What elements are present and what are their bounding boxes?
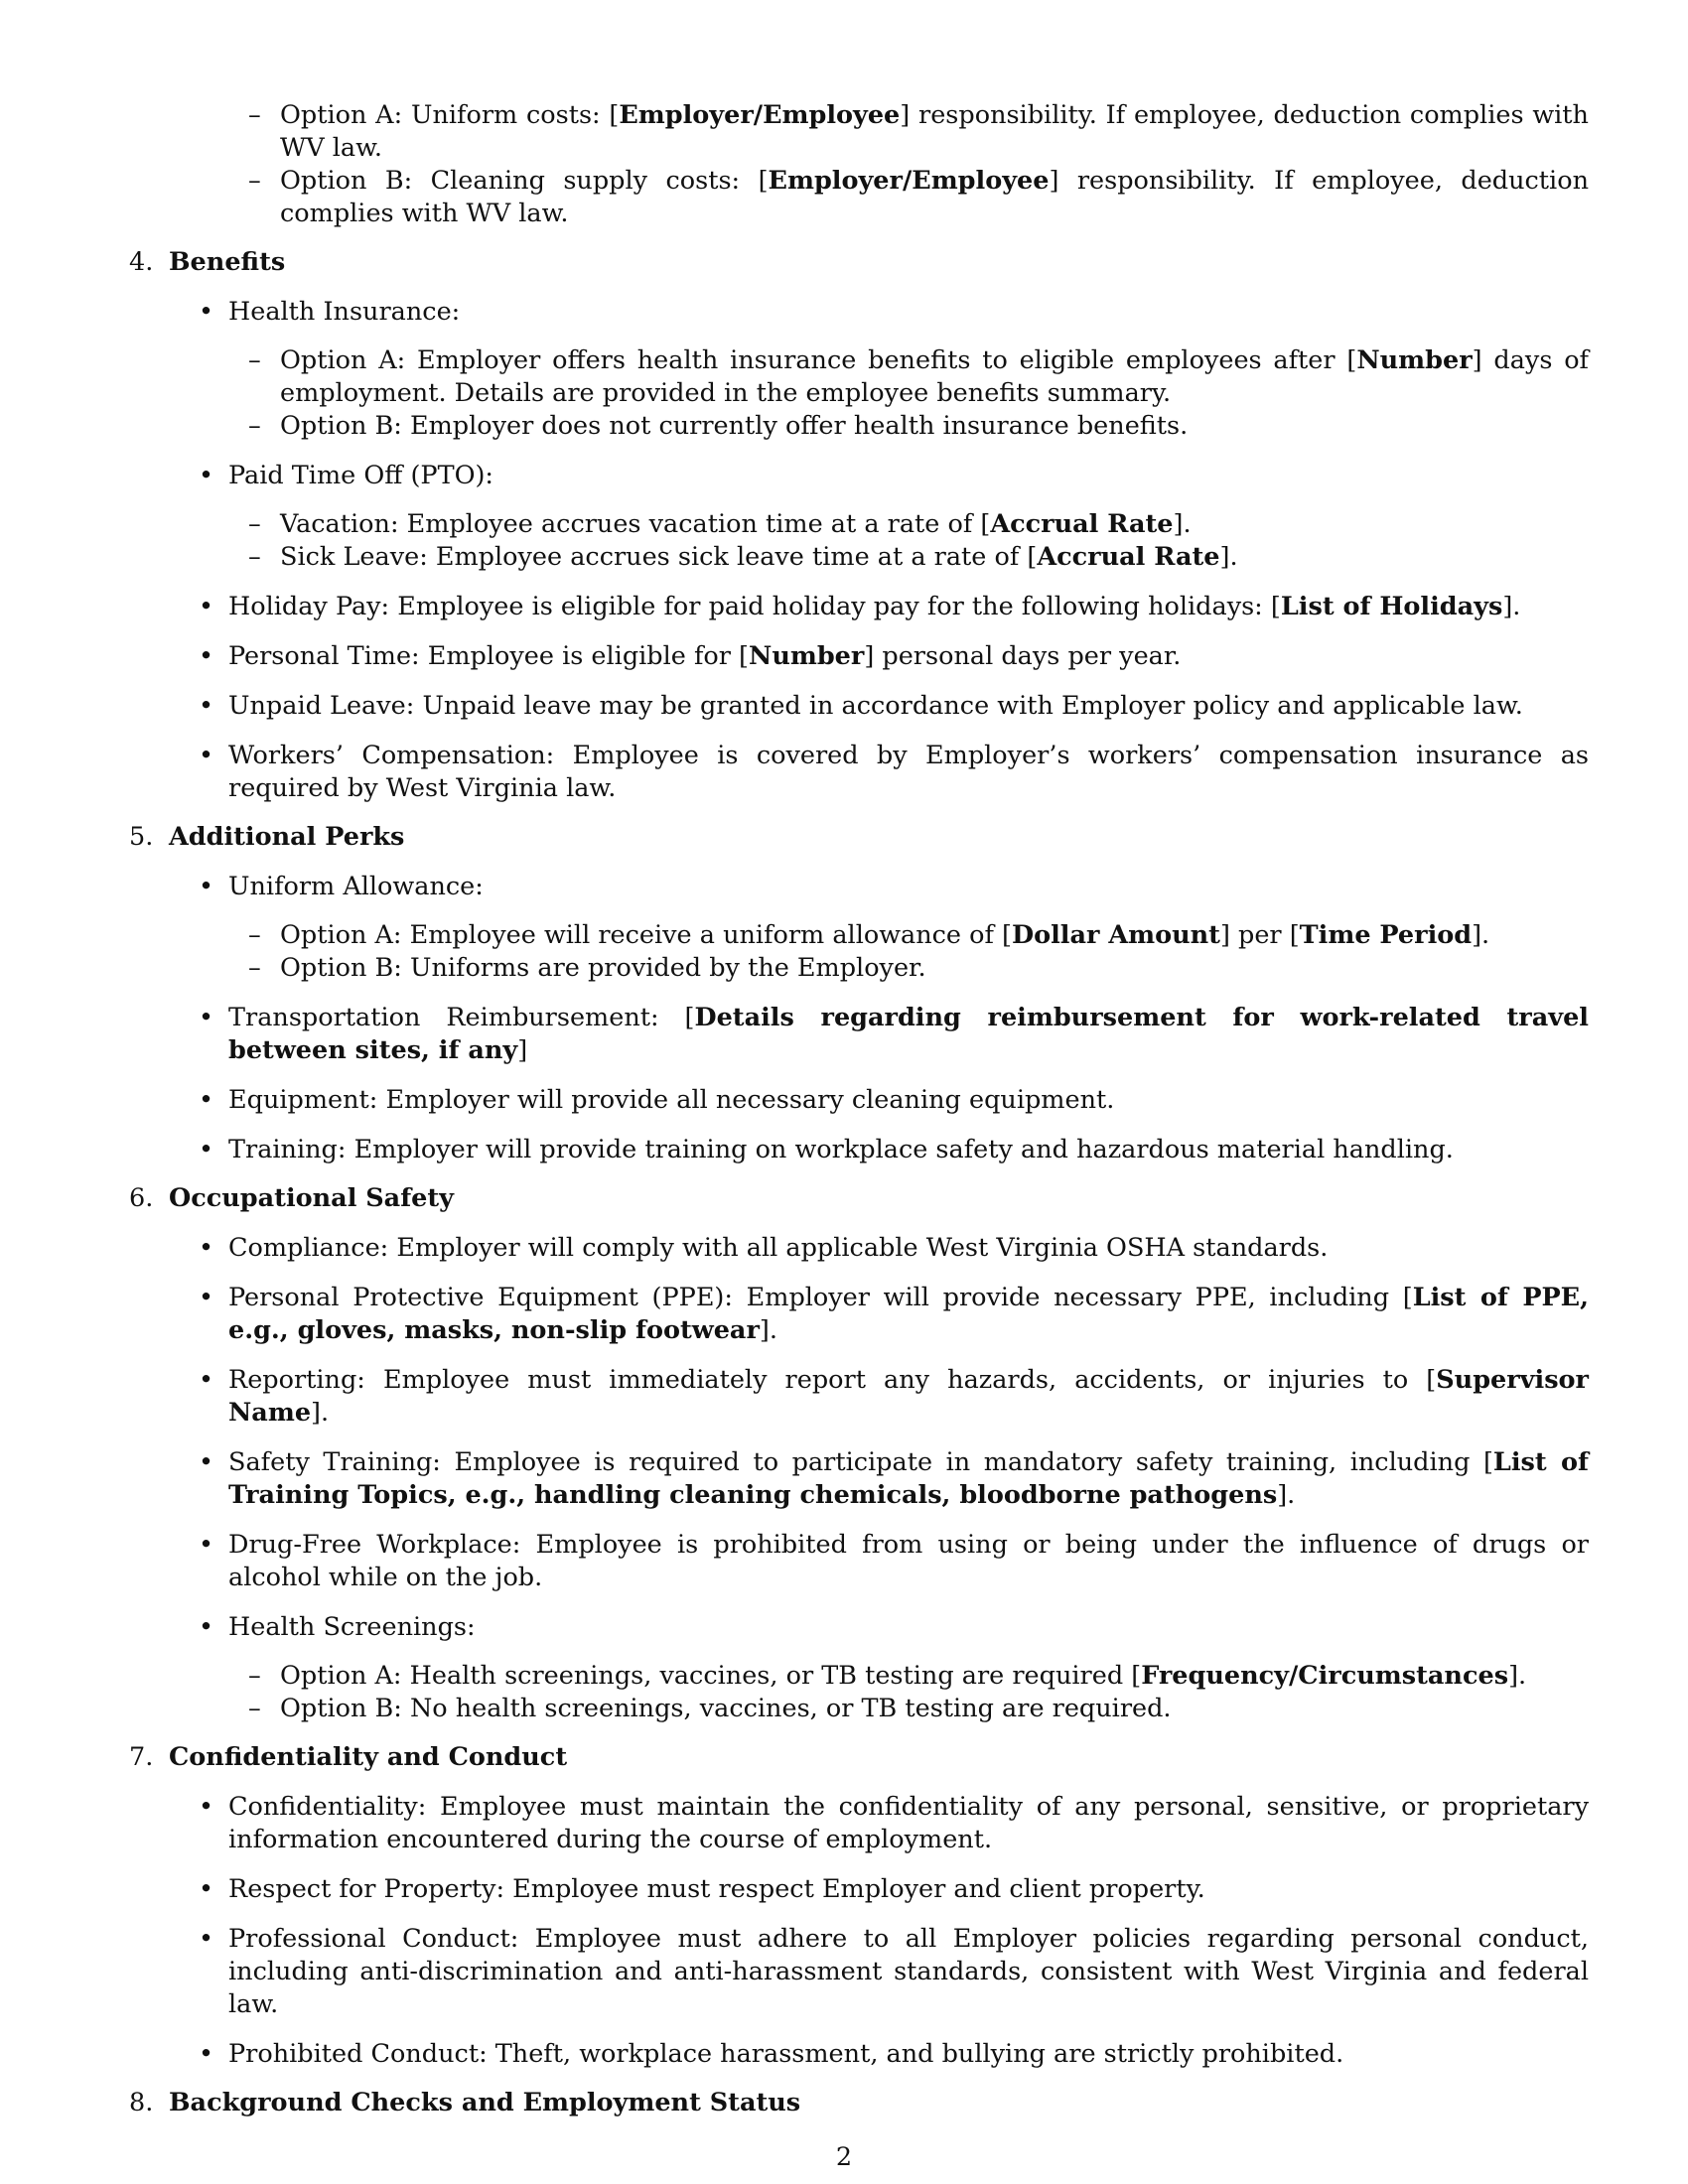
section-number: 6. <box>129 1183 154 1213</box>
pto-options <box>129 508 1589 574</box>
dash-marker: – <box>248 345 261 375</box>
bullet-marker: • <box>199 1365 214 1395</box>
list-item: – Option A: Health screenings, vaccines, or TB testing are required [Frequency/Circumstances]. <box>248 1661 1527 1691</box>
dash-marker: – <box>248 411 261 441</box>
list-item: – Option B: Employer does not currently offer health insurance benefits. <box>248 411 1189 441</box>
list-item: – Option B: No health screenings, vaccines, or TB testing are required. <box>248 1694 1172 1723</box>
list-item: – Option A: Uniform costs: [Employer/Employee] responsibility. If employee, deduction complies with WV law. <box>248 100 1589 163</box>
bullet-marker: • <box>199 2039 214 2069</box>
cost-options-list <box>129 99 1589 230</box>
list-item-health-insurance: • Health Insurance: – Option A: Employer offers health insurance benefits to eligible employees after [Number] days of employment. Details are provided in the employee benefits summary. – Option B: Employer does not currently offer health insurance benefits. <box>129 296 1589 443</box>
bullet-marker: • <box>199 461 214 490</box>
list-item-pto: • Paid Time Off (PTO): – Vacation: Employee accrues vacation time at a rate of [Accrual Rate]. – Sick Leave: Employee accrues sick leave time at a rate of [Accrual Rate]. <box>129 460 1589 574</box>
list-item: – Sick Leave: Employee accrues sick leave time at a rate of [Accrual Rate]. <box>248 542 1238 572</box>
list-item-workers-comp: • Workers’ Compensation: Employee is covered by Employer’s workers’ compensation insurance as required by West Virginia law. <box>199 741 1589 803</box>
bullet-list <box>129 1232 1589 1725</box>
list-item-equipment: • Equipment: Employer will provide all necessary cleaning equipment. <box>199 1085 1115 1115</box>
section-number: 8. <box>129 2088 154 2117</box>
screening-options <box>129 1660 1589 1725</box>
bullet-list <box>129 1791 1589 2071</box>
health-options <box>129 344 1589 443</box>
list-item: – Option A: Employer offers health insurance benefits to eligible employees after [Number] days of employment. Details are provided in the employee benefits summary. <box>248 345 1589 408</box>
bullet-marker: • <box>199 1447 214 1477</box>
bullet-marker: • <box>199 691 214 721</box>
list-item-ppe: • Personal Protective Equipment (PPE): Employer will provide necessary PPE, including [List of PPE, e.g., gloves, masks, non-slip footwear]. <box>199 1283 1589 1345</box>
section-additional-perks <box>129 821 1589 1166</box>
section-confidentiality-conduct <box>129 1741 1589 2071</box>
list-item: – Option B: Cleaning supply costs: [Employer/Employee] responsibility. If employee, deduction complies with WV law. <box>248 166 1589 228</box>
list-item-holiday-pay: • Holiday Pay: Employee is eligible for paid holiday pay for the following holidays: [List of Holidays]. <box>199 592 1521 621</box>
list-item-health-screenings: • Health Screenings: – Option A: Health screenings, vaccines, or TB testing are required [Frequency/Circumstances]. – Option B: No health screenings, vaccines, or TB testing are required. <box>129 1611 1589 1725</box>
list-item-transportation: • Transportation Reimbursement: [Details regarding reimbursement for work-related travel between sites, if any] <box>199 1003 1589 1065</box>
dash-marker: – <box>248 1694 261 1723</box>
list-item-professional-conduct: • Professional Conduct: Employee must adhere to all Employer policies regarding personal conduct, including anti-discrimination and anti-harassment standards, consistent with West Virginia and federal law. <box>199 1924 1589 2019</box>
section-benefits <box>129 246 1589 805</box>
bullet-marker: • <box>199 297 214 327</box>
bullet-marker: • <box>199 1233 214 1263</box>
section-heading: 4. Benefits <box>129 247 286 277</box>
bullet-marker: • <box>199 1283 214 1312</box>
list-item: – Option A: Employee will receive a uniform allowance of [Dollar Amount] per [Time Period]. <box>248 920 1490 950</box>
dash-marker: – <box>248 953 261 983</box>
list-item-prohibited-conduct: • Prohibited Conduct: Theft, workplace harassment, and bullying are strictly prohibited. <box>199 2039 1344 2069</box>
list-item-training: • Training: Employer will provide training on workplace safety and hazardous material handling. <box>199 1135 1454 1164</box>
bullet-marker: • <box>199 872 214 901</box>
page-number: 2 <box>835 2142 853 2172</box>
bullet-marker: • <box>199 1612 214 1642</box>
bullet-list <box>129 871 1589 1166</box>
section-number: 4. <box>129 247 154 277</box>
dash-marker: – <box>248 100 261 130</box>
bullet-marker: • <box>199 1135 214 1164</box>
bullet-marker: • <box>199 1003 214 1032</box>
list-item-safety-training: • Safety Training: Employee is required to participate in mandatory safety training, including [List of Training Topics, e.g., handling cleaning chemicals, bloodborne pathogens]. <box>199 1447 1589 1510</box>
bullet-marker: • <box>199 1530 214 1560</box>
dash-marker: – <box>248 166 261 196</box>
section-heading: 5. Additional Perks <box>129 822 405 852</box>
section-number: 7. <box>129 1742 154 1772</box>
dash-marker: – <box>248 920 261 950</box>
list-item-unpaid-leave: • Unpaid Leave: Unpaid leave may be granted in accordance with Employer policy and applicable law. <box>199 691 1523 721</box>
bullet-marker: • <box>199 1085 214 1115</box>
bullet-list <box>129 296 1589 805</box>
bullet-marker: • <box>199 592 214 621</box>
document-body <box>129 99 1589 2119</box>
list-item-personal-time: • Personal Time: Employee is eligible for [Number] personal days per year. <box>199 641 1182 671</box>
list-item-reporting: • Reporting: Employee must immediately report any hazards, accidents, or injuries to [Supervisor Name]. <box>199 1365 1589 1428</box>
bullet-marker: • <box>199 1924 214 1954</box>
list-item-drug-free: • Drug-Free Workplace: Employee is prohibited from using or being under the influence of drugs or alcohol while on the job. <box>199 1530 1589 1592</box>
bullet-marker: • <box>199 741 214 770</box>
bullet-marker: • <box>199 641 214 671</box>
section-background-checks <box>129 2087 1589 2119</box>
section-heading: 8. Background Checks and Employment Status <box>129 2088 801 2117</box>
list-item: – Option B: Uniforms are provided by the Employer. <box>248 953 926 983</box>
dash-marker: – <box>248 542 261 572</box>
bullet-marker: • <box>199 1792 214 1822</box>
list-item-compliance: • Compliance: Employer will comply with all applicable West Virginia OSHA standards. <box>199 1233 1329 1263</box>
dash-marker: – <box>248 509 261 539</box>
list-item-confidentiality: • Confidentiality: Employee must maintain the confidentiality of any personal, sensitive, or proprietary information encountered during the course of employment. <box>199 1792 1589 1854</box>
section-occupational-safety <box>129 1182 1589 1725</box>
section-heading: 6. Occupational Safety <box>129 1183 454 1213</box>
list-item-respect-property: • Respect for Property: Employee must respect Employer and client property. <box>199 1874 1205 1904</box>
dash-marker: – <box>248 1661 261 1691</box>
section-heading: 7. Confidentiality and Conduct <box>129 1742 568 1772</box>
bullet-marker: • <box>199 1874 214 1904</box>
list-item-uniform-allowance: • Uniform Allowance: – Option A: Employee will receive a uniform allowance of [Dollar Amount] per [Time Period]. – Option B: Uniforms are provided by the Employer. <box>129 871 1589 985</box>
uniform-options <box>129 919 1589 985</box>
list-item: – Vacation: Employee accrues vacation time at a rate of [Accrual Rate]. <box>248 509 1192 539</box>
section-number: 5. <box>129 822 154 852</box>
